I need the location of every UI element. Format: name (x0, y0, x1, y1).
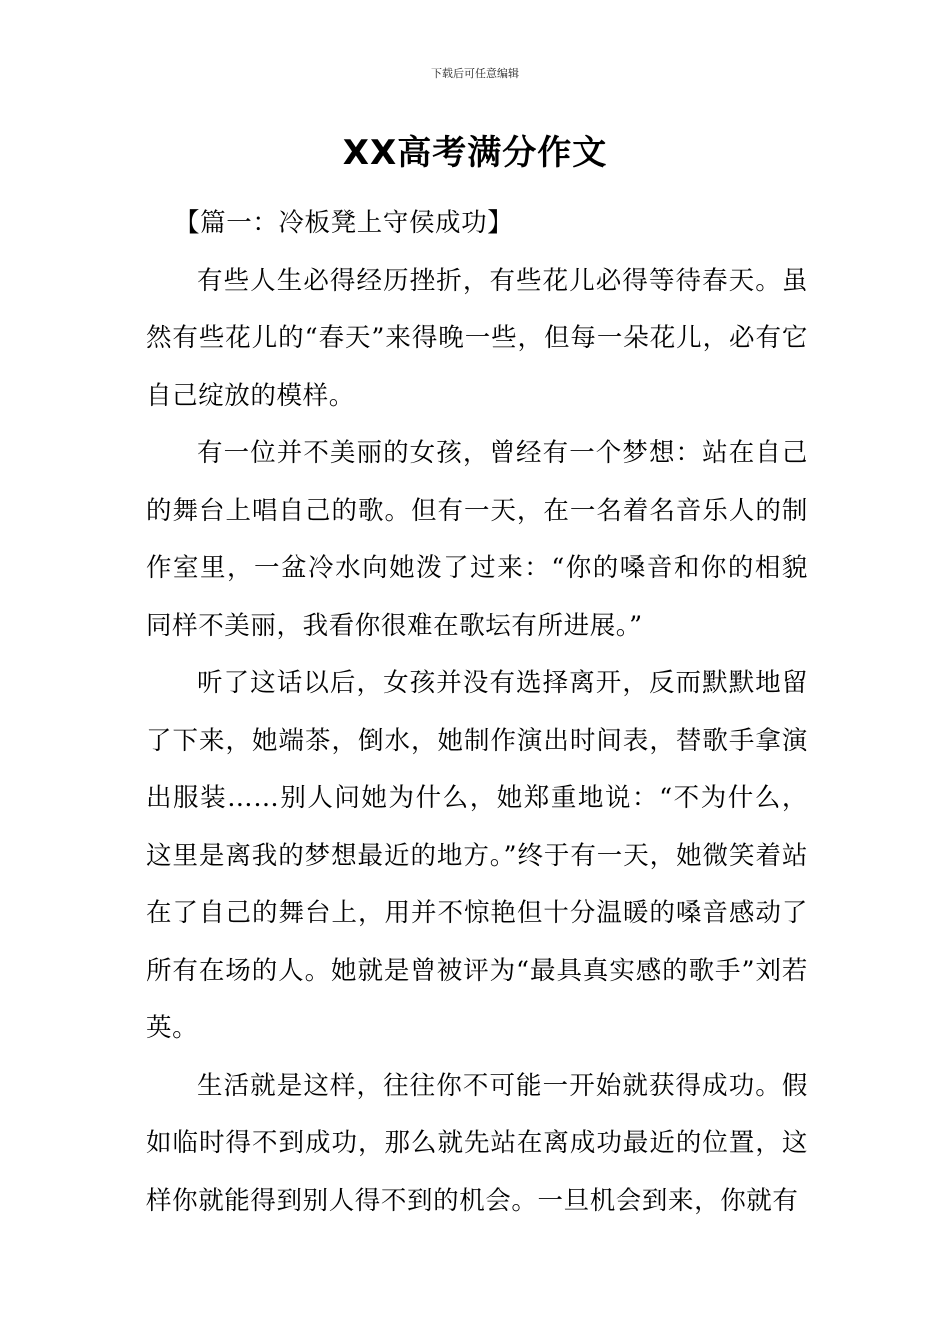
section-heading: 【篇一：冷板凳上守侯成功】 (174, 208, 514, 238)
header-note: 下载后可任意编辑 (431, 67, 519, 80)
document-body (146, 195, 808, 1230)
document-title: XX高考满分作文 (342, 133, 608, 173)
paragraph: 有一位并不美丽的女孩，曾经有一个梦想：站在自己的舞台上唱自己的歌。但有一天，在一名着名音乐人的制作室里，一盆冷水向她泼了过来：“你的嗓音和你的相貌同样不美丽，我看你很难在歌坛有所进展。” (146, 438, 808, 641)
paragraph: 听了这话以后，女孩并没有选择离开，反而默默地留了下来，她端茶，倒水，她制作演出时间表，替歌手拿演出服装……别人问她为什么，她郑重地说：“不为什么，这里是离我的梦想最近的地方。”终于有一天，她微笑着站在了自己的舞台上，用并不惊艳但十分温暖的嗓音感动了所有在场的人。她就是曾被评为“最具真实感的歌手”刘若英。 (146, 668, 808, 1043)
paragraph: 有些人生必得经历挫折，有些花儿必得等待春天。虽然有些花儿的“春天”来得晚一些，但每一朵花儿，必有它自己绽放的模样。 (146, 265, 808, 411)
paragraph: 生活就是这样，往往你不可能一开始就获得成功。假如临时得不到成功，那么就先站在离成功最近的位置，这样你就能得到别人得不到的机会。一旦机会到来，你就有 (146, 1070, 808, 1216)
